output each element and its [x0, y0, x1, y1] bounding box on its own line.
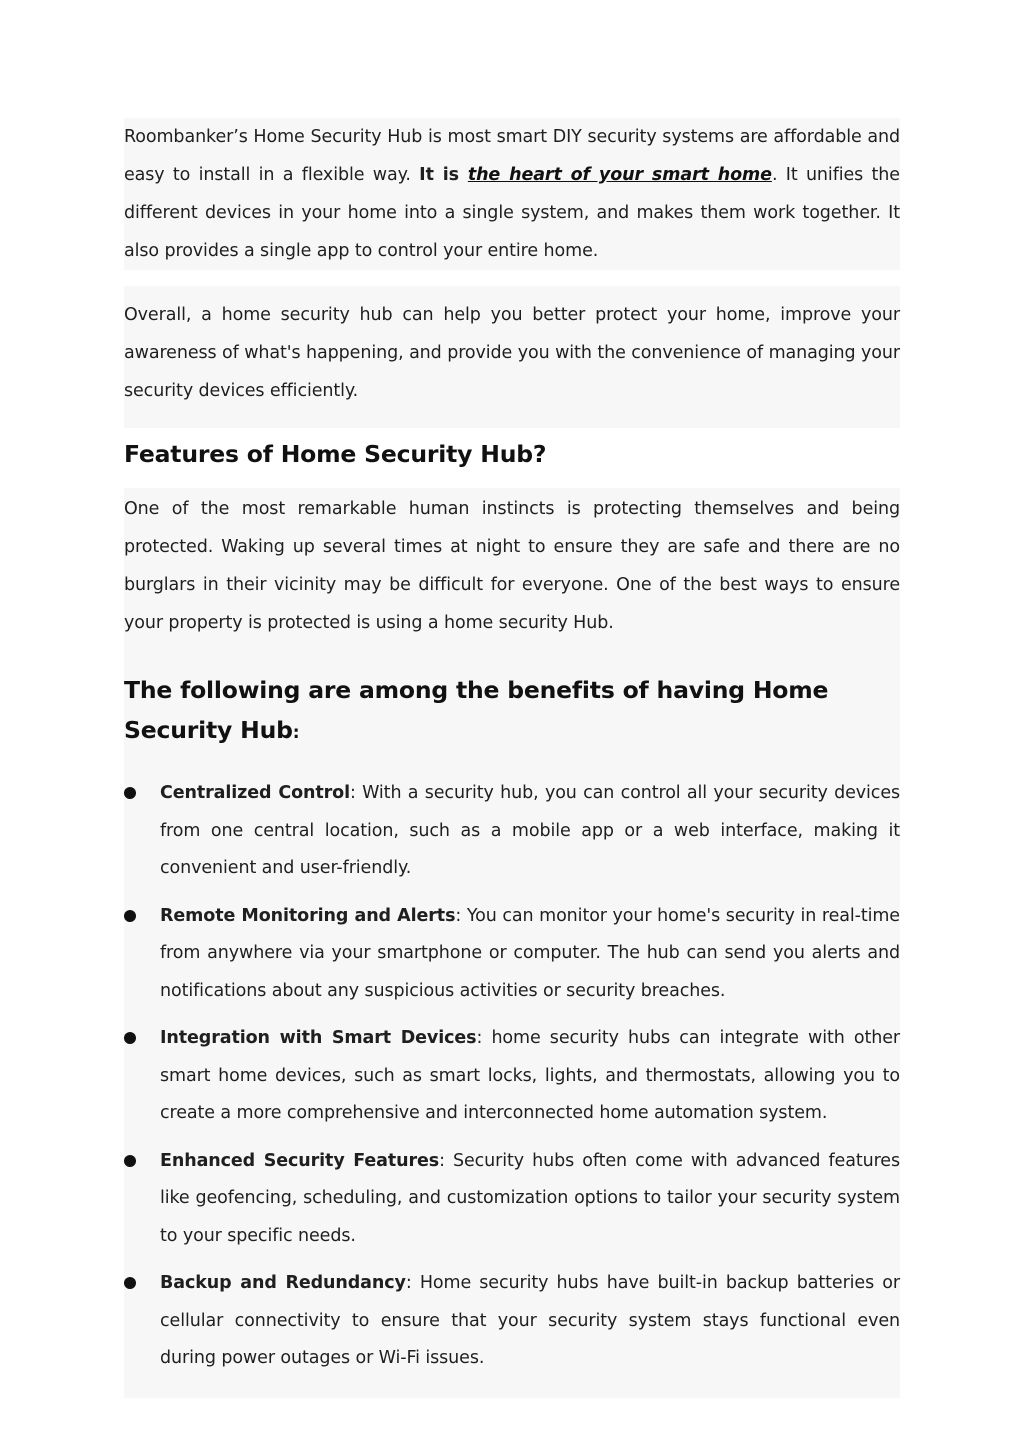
features-heading: Features of Home Security Hub?: [124, 428, 900, 488]
intro-text-b: . It unifies the different devices in your home into a single system, and makes them work together. It also provides a single app to control your entire home.: [124, 165, 900, 261]
benefits-list: [124, 775, 900, 1398]
overall-paragraph: Overall, a home security hub can help you better protect your home, improve your awareness of what's happening, and provide you with the convenience of managing your security devices efficiently.: [124, 286, 900, 428]
benefit-text: : Home security hubs have built-in backup batteries or cellular connectivity to ensure that your security system stays functional even during power outages or Wi-Fi issues.: [160, 1273, 900, 1368]
benefit-text: : You can monitor your home's security in real-time from anywhere via your smartphone or computer. The hub can send you alerts and notifications about any suspicious activities or security breaches.: [160, 905, 900, 1001]
list-item: [124, 1143, 900, 1256]
bullet-icon: [124, 1155, 136, 1167]
list-item: [124, 1265, 900, 1378]
intro-paragraph: [124, 118, 900, 270]
list-item: [124, 898, 900, 1011]
benefit-title: Enhanced Security Features: [160, 1150, 440, 1171]
bullet-icon: [124, 1032, 136, 1044]
benefit-title: Remote Monitoring and Alerts: [160, 905, 456, 926]
document-page: [124, 118, 900, 1398]
benefit-text: : home security hubs can integrate with other smart home devices, such as smart locks, lights, and thermostats, allowing you to create a more comprehensive and interconnected home automation system.: [160, 1028, 901, 1123]
benefit-title: Backup and Redundancy: [160, 1273, 406, 1293]
bullet-icon: [124, 787, 136, 799]
bullet-icon: [124, 1277, 136, 1289]
benefits-heading-text: The following are among the benefits of having Home Security Hub: [124, 676, 829, 744]
benefits-heading: [124, 648, 900, 775]
shaded-section: [124, 488, 900, 1398]
features-paragraph: One of the most remarkable human instincts is protecting themselves and being protected. Waking up several times at night to ensure they are safe and there are no burglars in their vicinity may be difficult for everyone. One of the best ways to ensure your property is protected is using a home security Hub.: [124, 499, 900, 633]
list-item: [124, 1020, 900, 1133]
bullet-icon: [124, 910, 136, 922]
benefit-title: Centralized Control: [160, 783, 350, 803]
benefit-text: : Security hubs often come with advanced features like geofencing, scheduling, and customization options to tailor your security system to your specific needs.: [160, 1150, 900, 1246]
intro-bold: It is: [419, 165, 468, 185]
list-item: [124, 775, 900, 888]
benefit-text: : With a security hub, you can control all your security devices from one central location, such as a mobile app or a web interface, making it convenient and user-friendly.: [160, 783, 900, 878]
intro-text-a: Roombanker’s Home Security Hub is most smart DIY security systems are affordable and easy to install in a flexible way.: [124, 127, 900, 185]
benefit-title: Integration with Smart Devices: [160, 1028, 477, 1048]
benefits-heading-colon: :: [292, 723, 300, 743]
paragraph-gap: [124, 270, 900, 286]
heart-of-smart-home-link[interactable]: the heart of your smart home: [467, 165, 772, 185]
